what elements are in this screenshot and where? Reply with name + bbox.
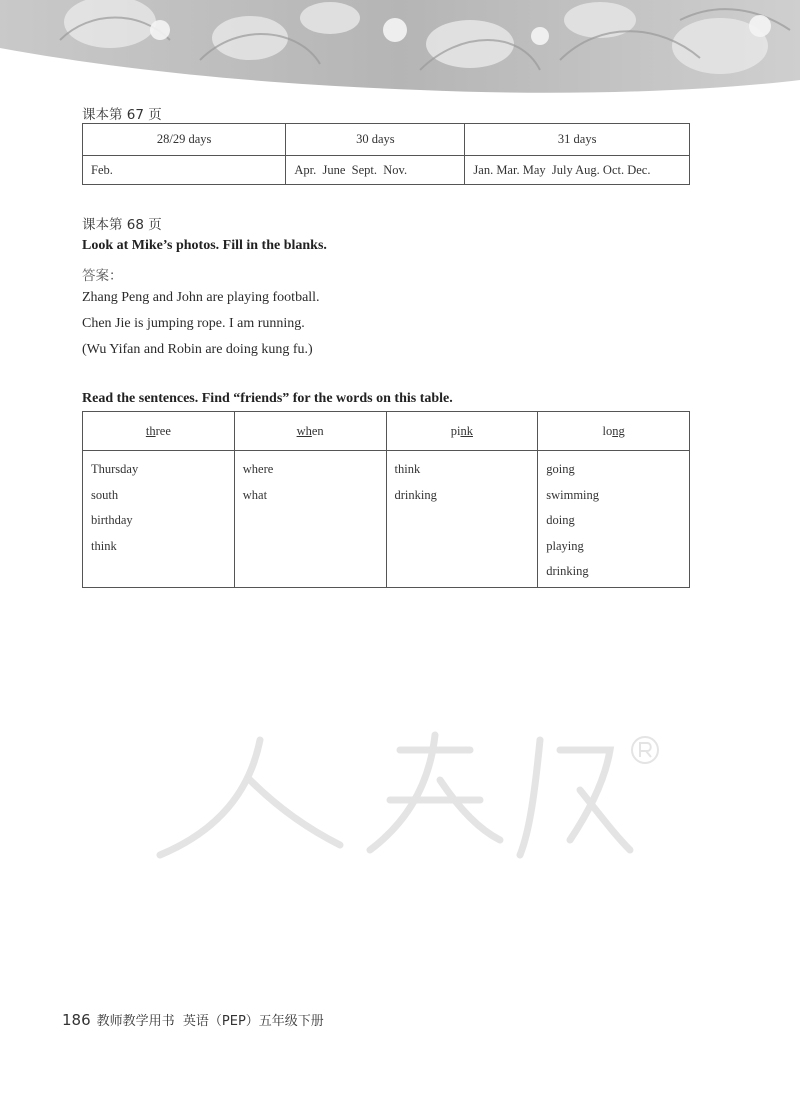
list-item: think [394,462,421,476]
answer-label: 答案： [82,268,123,284]
months-days-table [82,123,690,185]
column-header: 30 days [286,124,465,156]
table-cell: Jan. Mar. May July Aug. Oct. Dec. [465,156,690,185]
list-item: birthday [91,513,133,527]
answer-line: Zhang Peng and John are playing football. [82,290,320,305]
table-header-row [83,124,690,156]
list-item: where [242,462,274,476]
answer-line: (Wu Yifan and Robin are doing kung fu.) [82,342,313,357]
list-item: playing [546,538,584,553]
list-item: swimming [546,487,600,502]
word-list-when [234,451,386,588]
list-item: south [91,487,119,502]
page-67-heading: 课本第 67 页 [82,107,162,123]
book-title: 教师教学用书 英语（PEP）五年级下册 [96,1014,324,1029]
column-header-pink: pink [386,412,538,451]
page-footer [62,1010,324,1030]
floral-header-banner [0,0,800,100]
list-item: think [91,538,117,553]
list-item: Thursday [91,462,139,476]
column-header-when: when [234,412,386,451]
column-header: 28/29 days [83,124,286,156]
page-68-heading: 课本第 68 页 [82,217,162,233]
table-header-row [83,412,690,451]
table-row [83,451,690,588]
column-header-three: three [83,412,235,451]
list-item: drinking [394,487,437,502]
list-item: doing [546,513,575,527]
column-header-long: long [538,412,690,451]
word-list-long [538,451,690,588]
photos-instruction: Look at Mike’s photos. Fill in the blanks. [82,238,327,253]
publisher-watermark-logo [140,720,680,870]
list-item: what [242,487,268,502]
table-row [83,156,690,185]
table-cell: Apr. June Sept. Nov. [286,156,465,185]
list-item: going [546,462,575,476]
word-list-pink [386,451,538,588]
page-number: 186 [62,1011,91,1029]
word-list-three [83,451,235,588]
column-header: 31 days [465,124,690,156]
friends-instruction: Read the sentences. Find “friends” for the words on this table. [82,391,453,406]
sound-friends-table [82,411,690,588]
list-item: drinking [546,564,589,578]
table-cell: Feb. [83,156,286,185]
answer-line: Chen Jie is jumping rope. I am running. [82,316,305,331]
